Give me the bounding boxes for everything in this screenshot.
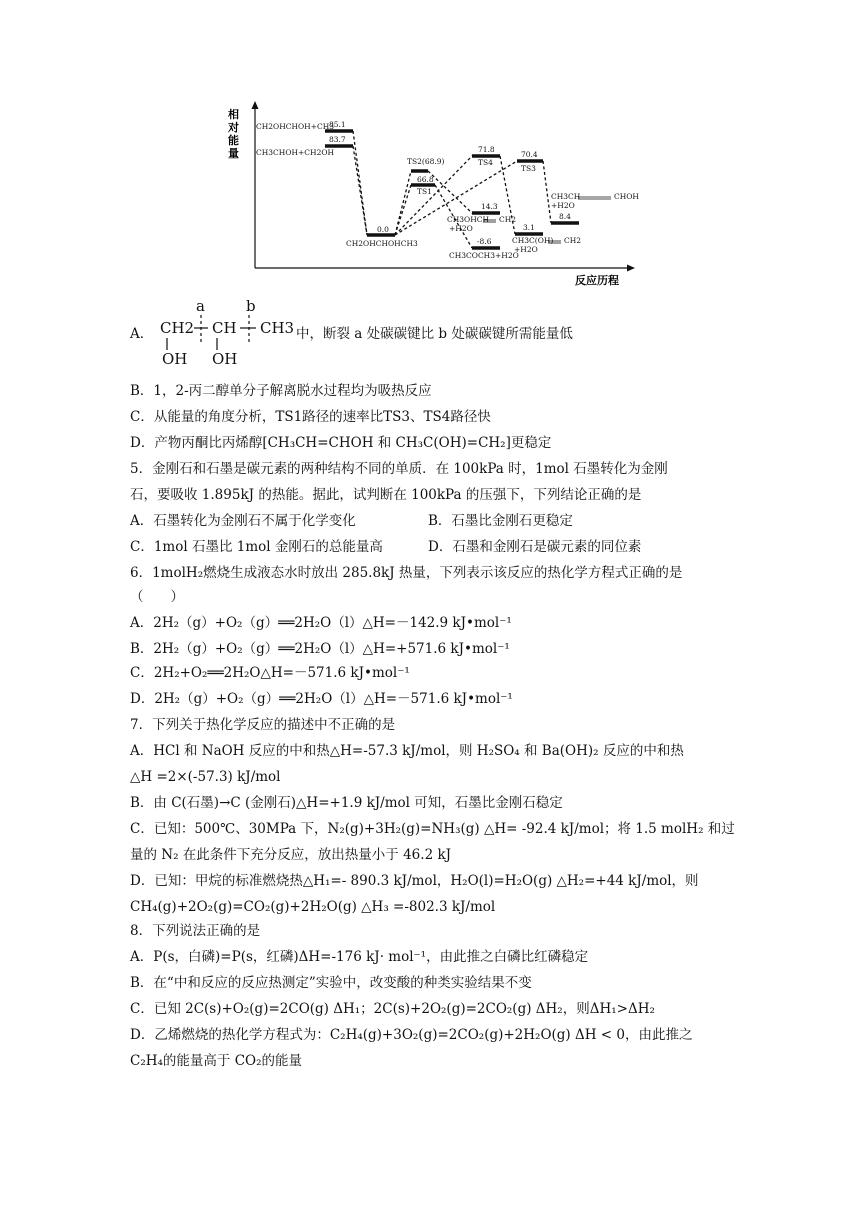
label-p2b: CH2 [499,215,517,224]
label-p3b: CH2 [564,236,582,245]
q8-option-c: C．已知 2C(s)+O₂(g)=2CO(g) ΔH₁；2C(s)+2O₂(g)=2CO₂(g) ΔH₂，则ΔH₁>ΔH₂ [130,1001,655,1017]
q7-option-a-1: A．HCl 和 NaOH 反应的中和热△H=-57.3 kJ/mol，则 H₂SO₄ 和 Ba(OH)₂ 反应的中和热 [130,743,684,759]
q6-option-a: A．2H₂（g）+O₂（g）══2H₂O（l）△H=－142.9 kJ•mol⁻¹ [130,615,512,631]
q6-paren: （ ） [130,589,184,605]
y-axis-arrow-icon [252,101,259,109]
bond-label-a: a [196,298,205,315]
q8-stem: 8．下列说法正确的是 [130,923,261,939]
label-p2c: +H2O [449,224,473,233]
label-ts1: TS1 [417,187,432,196]
q8-option-b: B．在“中和反应的反应热测定”实验中，改变酸的种类实验结果不变 [130,975,532,991]
q4-option-b: B．1，2-丙二醇单分子解离脱水过程均为吸热反应 [130,383,432,399]
label-p1a: CH3CH [551,192,581,201]
label-ts2: TS2(68.9) [407,157,445,166]
label-p3a: CH3C(OH) [512,236,554,245]
q7-option-d-1: D．已知：甲烷的标准燃烧热△H₁=- 890.3 kJ/mol，H₂O(l)=H₂O(g) △H₂=+44 kJ/mol，则 [130,873,699,889]
y-axis-label: 相对能量 [228,108,239,160]
energy-profile-figure [225,98,645,293]
label-p3c: +H2O [514,245,538,254]
label-p2a: CH3OHCH [447,215,490,224]
q5-option-d: D．石墨和金刚石是碳元素的同位素 [428,539,642,555]
q8-option-a: A．P(s，白磷)=P(s，红磷)ΔH=-176 kJ· mol⁻¹，由此推之白磷比红磷稳定 [130,949,589,965]
group-oh-1: OH [162,350,188,368]
q8-option-d-1: D．乙烯燃烧的热化学方程式为：C₂H₄(g)+3O₂(g)=2CO₂(g)+2H₂O(g) ΔH < 0，由此推之 [130,1027,693,1043]
q7-option-a-2: △H =2×(-57.3) kJ/mol [130,769,281,785]
label-p2-value: 14.3 [481,202,498,211]
q6-stem: 6．1molH₂燃烧生成液态水时放出 285.8kJ 热量，下列表示该反应的热化学方程式正确的是 [130,565,683,581]
label-p3-value: 3.1 [523,223,535,232]
group-ch3: CH3 [260,319,295,337]
bond-label-b: b [246,298,256,315]
group-oh-2: OH [212,350,238,368]
q7-option-c-1: C．已知：500℃、30MPa 下，N₂(g)+3H₂(g)=NH₃(g) △H= -92.4 kJ/mol；将 1.5 molH₂ 和过 [130,821,735,837]
q8-option-d-2: C₂H₄的能量高于 CO₂的能量 [130,1053,303,1069]
q7-option-b: B．由 C(石墨)→C (金刚石)△H=+1.9 kJ/mol 可知，石墨比金刚石稳定 [130,795,563,811]
propanediol-structure [152,298,297,370]
label-ts3: TS3 [521,164,536,173]
label-start: CH2OHCHOHCH3 [346,239,418,248]
q7-option-d-2: CH₄(g)+2O₂(g)=CO₂(g)+2H₂O(g) △H₃ =-802.3 kJ/mol [130,899,496,915]
q7-option-c-2: 量的 N₂ 在此条件下充分反应，放出热量小于 46.2 kJ [130,847,452,863]
label-r2: CH3CHOH+CH2OH [256,148,335,157]
x-axis-arrow-icon [627,265,635,272]
q6-option-d: D．2H₂（g）+O₂（g）══2H₂O（l）△H=－571.6 kJ•mol⁻¹ [130,691,513,707]
group-ch2: CH2 [160,319,195,337]
q5-stem-2: 石，要吸收 1.895kJ 的热能。据此，试判断在 100kPa 的压强下，下列结论正确的是 [130,487,642,503]
label-p1c: +H2O [551,201,575,210]
label-p4-value: -8.6 [477,237,492,246]
q7-stem: 7．下列关于热化学反应的描述中不正确的是 [130,717,396,733]
label-r2-value: 83.7 [329,135,346,144]
q4-option-d: D．产物丙酮比丙烯醇[CH₃CH=CHOH 和 CH₃C(OH)=CH₂]更稳定 [130,435,552,451]
label-r1: CH2OHCHOH+CH3 [256,122,335,131]
q4-option-a-prefix: A． [130,326,154,342]
q4-option-c: C．从能量的角度分析，TS1路径的速率比TS3、TS4路径快 [130,409,491,425]
label-p4: CH3COCH3+H2O [449,251,519,260]
label-ts4-value: 71.8 [478,145,495,154]
label-ts1-value: 66.8 [417,175,434,184]
q5-stem-1: 5．金刚石和石墨是碳元素的两种结构不同的单质．在 100kPa 时，1mol 石墨转化为金刚 [130,461,668,477]
label-ts3-value: 70.4 [521,150,538,159]
q6-option-b: B．2H₂（g）+O₂（g）══2H₂O（l）△H=+571.6 kJ•mol⁻¹ [130,641,510,657]
q5-option-b: B．石墨比金刚石更稳定 [428,513,573,529]
label-start-value: 0.0 [377,225,389,234]
q5-option-a: A．石墨转化为金刚石不属于化学变化 [130,513,356,529]
q5-option-c: C．1mol 石墨比 1mol 金刚石的总能量高 [130,539,383,555]
label-ts4: TS4 [478,158,493,167]
label-p1-value: 8.4 [559,212,571,221]
q6-option-c: C．2H₂+O₂══2H₂O△H=－571.6 kJ•mol⁻¹ [130,665,410,681]
group-ch: CH [212,319,237,337]
label-p1b: CHOH [614,192,639,201]
q4-option-a-text: 中，断裂 a 处碳碳键比 b 处碳碳键所需能量低 [296,326,573,342]
x-axis-label: 反应历程 [575,274,619,287]
label-r1-value: 85.1 [329,120,346,129]
